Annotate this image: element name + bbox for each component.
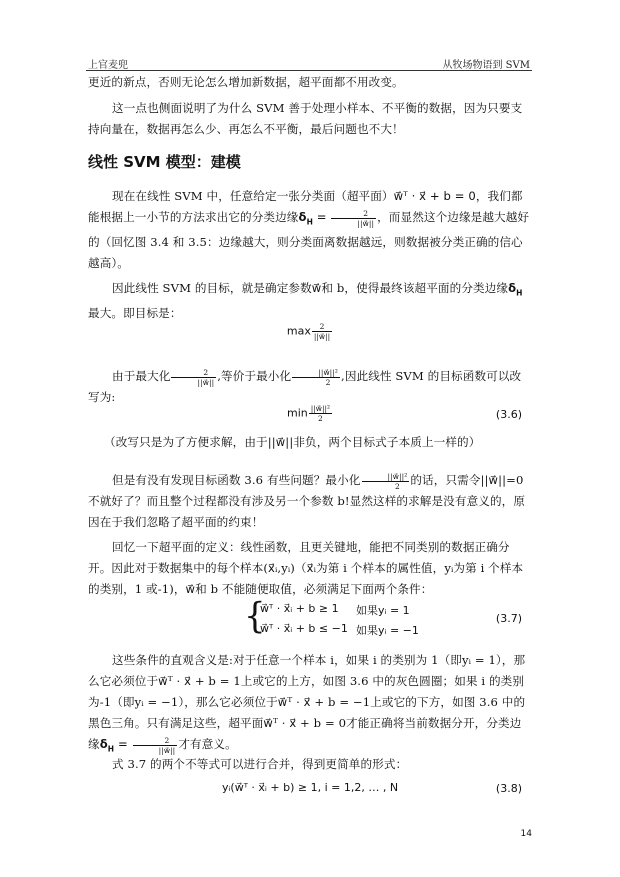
paragraph-6: （改写只是为了方便求解，由于||w⃗||非负，两个目标式子本质上一样的） [104,435,481,449]
left-brace: { [244,595,266,637]
paragraph-5: 由于最大化 $\frac{2}{||w⃗||}$ ,等价于最小化 $\frac{\text{||w⃗||²}}{2}$ ,因此线性 SVM 的目标函数可以改写为: [88,367,522,404]
paragraph-3: 现在在线性 SVM 中，任意给定一张分类面（超平面）w⃗ᵀ · x⃗ + b = 0，我们都能根据上一小节的方法求出它的分类边缘$\delta_H$ = $\frac{2}{||w⃗||}$ ，而显然这个边缘是越大越好的（回忆图 3.4 和 3.5：边缘越大，则分类面离数据越远，则数据被分类正确的信心越高）。 [88,189,530,271]
objective-max-equation: max $\frac{2}{||w⃗||}$ [286,322,331,341]
paragraph-7: 但是有没有发现目标函数 3.6 有些问题？最小化 $\frac{\text{||w⃗||²}}{2}$ 的话，只需令||w⃗||=0 不就好了？而且整个过程都没有涉及另一个参数 b!显然这样的求解是没有意义的，原因在于我们忽略了超平面的约束！ [88,471,526,529]
header-author: 上官麦兜 [88,60,128,71]
header-title: 从牧场物语到 SVM [442,60,530,71]
paragraph-9: 这些条件的直观含义是:对于任意一个样本 i，如果 i 的类别为 1（即yᵢ = 1），那么它必须位于w⃗ᵀ · x⃗ + b = 1上或它的上方，如图 3.6 中的灰色圆圈；如果 i 的类别为-1（即yᵢ = −1），那么它必须位于w⃗ᵀ · x⃗ + b = −1上或它的下方，如图 3.6 中的黑色三角。只有满足这些，超平面w⃗ᵀ · x⃗ + b = 0才能正确将当前数据分开，分类边缘$\delta_H$ = $\frac{2}{||w⃗||}$ 才有意义。 [88,653,526,755]
equation-3-8: yᵢ(w⃗ᵀ · x⃗ᵢ + b) ≥ 1, i = 1,2, … , N (3.8) [221,781,522,795]
delta-symbol: $\delta_H$ [298,210,313,227]
equation-number: (3.7) [495,612,522,625]
hyperplane-equation: w⃗ᵀ · x⃗ + b = 0 [393,189,476,203]
paragraph-1: 更近的新点，否则无论怎么增加新数据，超平面都不用改变。 [88,75,404,89]
paragraph-4: 因此线性 SVM 的目标，就是确定参数w⃗和 b，使得最终该超平面的分类边缘$\delta_H$最大。即目标是： [88,281,523,321]
paragraph-10: 式 3.7 的两个不等式可以进行合并，得到更简单的形式： [112,757,408,771]
constraint-row-2: w⃗ᵀ · x⃗ᵢ + b ≤ −1 [260,622,348,635]
paragraph-8: 回忆一下超平面的定义：线性函数，且更关键地，能把不同类别的数据正确分开。因此对于数据集中的每个样本(x⃗ᵢ,yᵢ)（x⃗ᵢ为第 i 个样本的属性值，yᵢ为第 i 个样本的类别，1 或-1)，w⃗和 b 不能随便取值，必须满足下面两个条件： [88,540,524,596]
running-header [86,54,532,71]
section-heading: 线性 SVM 模型：建模 [88,153,241,171]
equation-3-6: min $\frac{\text{||w⃗||²}}{2}$ (3.6) [287,404,522,423]
constraint-row-1: w⃗ᵀ · x⃗ᵢ + b ≥ 1 [260,602,339,615]
condition-1: 如果yᵢ = 1 [356,604,410,617]
paragraph-2: 这一点也侧面说明了为什么 SVM 善于处理小样本、不平衡的数据，因为只要支持向量在，数据再怎么少、再怎么不平衡，最后问题也不大！ [88,101,523,136]
condition-2: 如果yᵢ = −1 [356,624,419,637]
equation-number: (3.6) [495,408,522,421]
equation-number: (3.8) [495,782,522,795]
margin-fraction: $\frac{2}{||w⃗||}$ [331,209,376,228]
page-number: 14 [520,829,532,839]
